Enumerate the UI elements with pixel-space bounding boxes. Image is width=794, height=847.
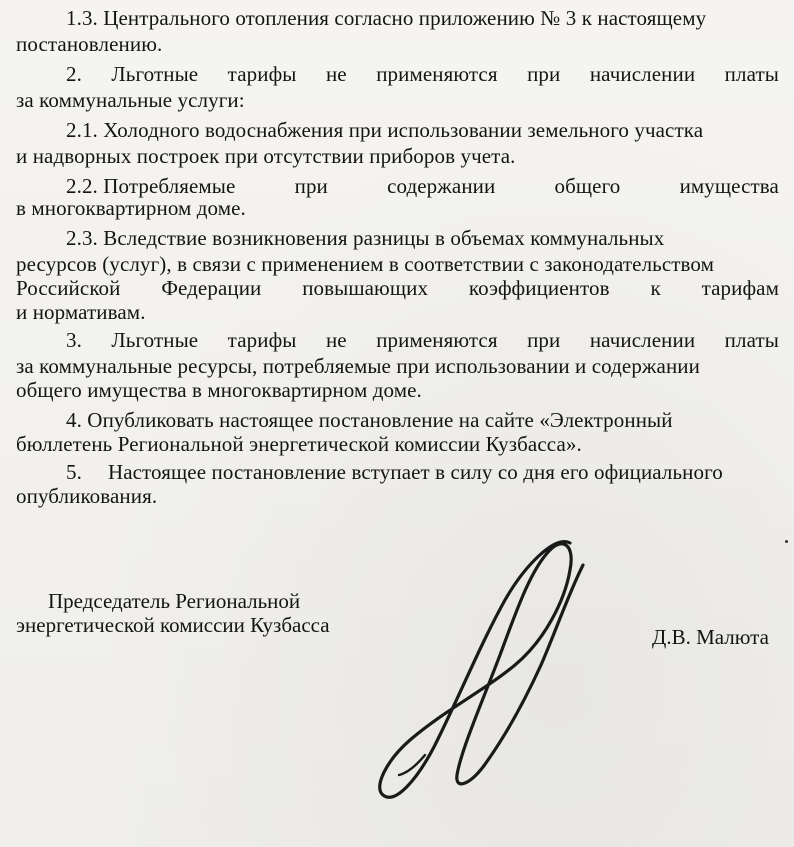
para-1-3-line-1: 1.3. Центрального отопления согласно приложению № 3 к настоящему xyxy=(66,6,707,30)
speck xyxy=(785,540,788,543)
para-2-line-1: 2. Льготные тарифы не применяются при начислении платы xyxy=(66,62,779,86)
para-3-line-2: за коммунальные ресурсы, потребляемые при использовании и содержании xyxy=(16,354,700,378)
para-1-3-line-2: постановлению. xyxy=(16,32,163,56)
signatory-title-line-1: Председатель Региональной xyxy=(48,589,301,613)
para-2-3-line-1: 2.3. Вследствие возникновения разницы в объемах коммунальных xyxy=(66,226,665,250)
para-2-2-line-1: 2.2. Потребляемые при содержании общего имущества xyxy=(66,174,779,198)
para-2-line-2: за коммунальные услуги: xyxy=(16,88,245,112)
handwritten-signature xyxy=(365,505,605,810)
para-3-line-3: общего имущества в многоквартирном доме. xyxy=(16,378,422,402)
signatory-title-line-2: энергетической комиссии Кузбасса xyxy=(16,613,330,637)
para-2-3-line-4: и нормативам. xyxy=(16,300,146,324)
para-2-3-line-2: ресурсов (услуг), в связи с применением в соответствии с законодательством xyxy=(16,252,714,276)
para-4-line-1: 4. Опубликовать настоящее постановление на сайте «Электронный xyxy=(66,408,673,432)
para-3-line-1: 3. Льготные тарифы не применяются при начислении платы xyxy=(66,328,779,352)
para-4-line-2: бюллетень Региональной энергетической комиссии Кузбасса». xyxy=(16,432,582,456)
para-2-3-line-3: Российской Федерации повышающих коэффициентов к тарифам xyxy=(16,276,779,300)
para-2-1-line-1: 2.1. Холодного водоснабжения при использовании земельного участка xyxy=(66,118,704,142)
para-5-line-1: 5. Настоящее постановление вступает в силу со дня его официального xyxy=(66,460,723,484)
para-5-line-2: опубликования. xyxy=(16,484,158,508)
signatory-name: Д.В. Малюта xyxy=(652,625,769,649)
para-2-2-line-2: в многоквартирном доме. xyxy=(16,196,246,220)
para-2-1-line-2: и надворных построек при отсутствии приборов учета. xyxy=(16,144,516,168)
